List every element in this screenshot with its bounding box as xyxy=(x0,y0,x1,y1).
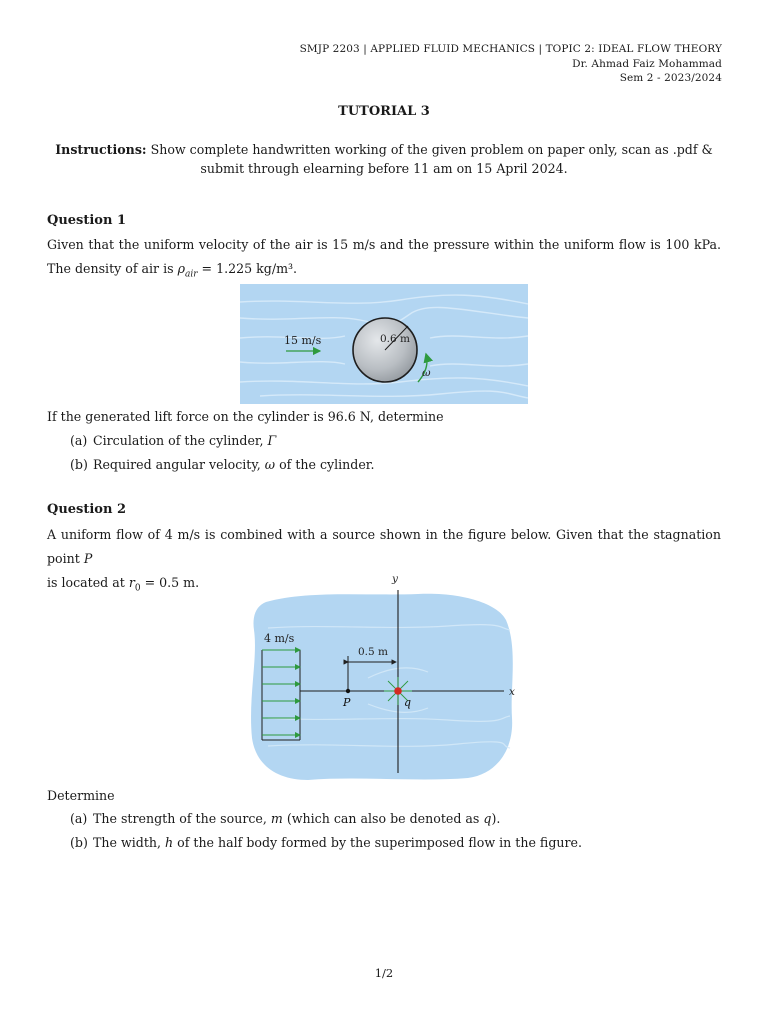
question-2-item-b: (b) The width, h of the half body formed by the superimposed flow in the figure. xyxy=(70,835,582,850)
question-1-item-a: (a) Circulation of the cylinder, Γ xyxy=(70,433,277,448)
fluid-region xyxy=(251,594,513,780)
x-axis-label: x xyxy=(509,686,515,698)
stagnation-point-label: P xyxy=(343,696,351,709)
y-axis-label: y xyxy=(392,573,398,585)
question-2-prompt: Determine xyxy=(47,788,115,803)
source-flow-figure xyxy=(248,568,528,782)
instructions-label: Instructions: xyxy=(55,142,147,157)
omega-label: ω xyxy=(422,367,431,379)
question-1-item-b: (b) Required angular velocity, ω of the cylinder. xyxy=(70,457,375,472)
stagnation-point xyxy=(346,689,350,693)
header-lecturer: Dr. Ahmad Faiz Mohammad xyxy=(572,57,722,70)
header-course: SMJP 2203 | APPLIED FLUID MECHANICS | TOPIC 2: IDEAL FLOW THEORY xyxy=(299,43,722,55)
cylinder-figure xyxy=(240,284,528,404)
instructions-text: Show complete handwritten working of the given problem on paper only, scan as .pdf & submit through elearning before 11 am on 15 April 2024. xyxy=(146,142,713,176)
question-2-text: A uniform flow of 4 m/s is combined with a source shown in the figure below. Given that the stagnation point P is located at $r_0 = 0.5$ m. xyxy=(47,527,721,594)
instructions xyxy=(50,140,718,178)
diameter-label: 0.6 m xyxy=(380,333,410,345)
page-title: TUTORIAL 3 xyxy=(338,104,430,119)
velocity-label: 4 m/s xyxy=(264,632,295,645)
question-1-text: Given that the uniform velocity of the air is 15 m/s and the pressure within the uniform flow is 100 kPa. The density of air is $\rho_{air} = 1.225$ kg/m³. xyxy=(47,237,721,280)
question-1-heading: Question 1 xyxy=(47,213,127,228)
page-header xyxy=(300,42,722,86)
question-1-prompt: If the generated lift force on the cylinder is 96.6 N, determine xyxy=(47,409,444,424)
source-point xyxy=(394,687,402,695)
header-semester: Sem 2 - 2023/2024 xyxy=(619,72,722,84)
source-label: q xyxy=(404,696,412,709)
velocity-label: 15 m/s xyxy=(284,334,322,347)
question-2-item-a: (a) The strength of the source, m (which can also be denoted as q). xyxy=(70,811,501,826)
question-2-heading: Question 2 xyxy=(47,502,127,517)
distance-label: 0.5 m xyxy=(358,646,388,658)
page-number: 1/2 xyxy=(374,966,394,980)
